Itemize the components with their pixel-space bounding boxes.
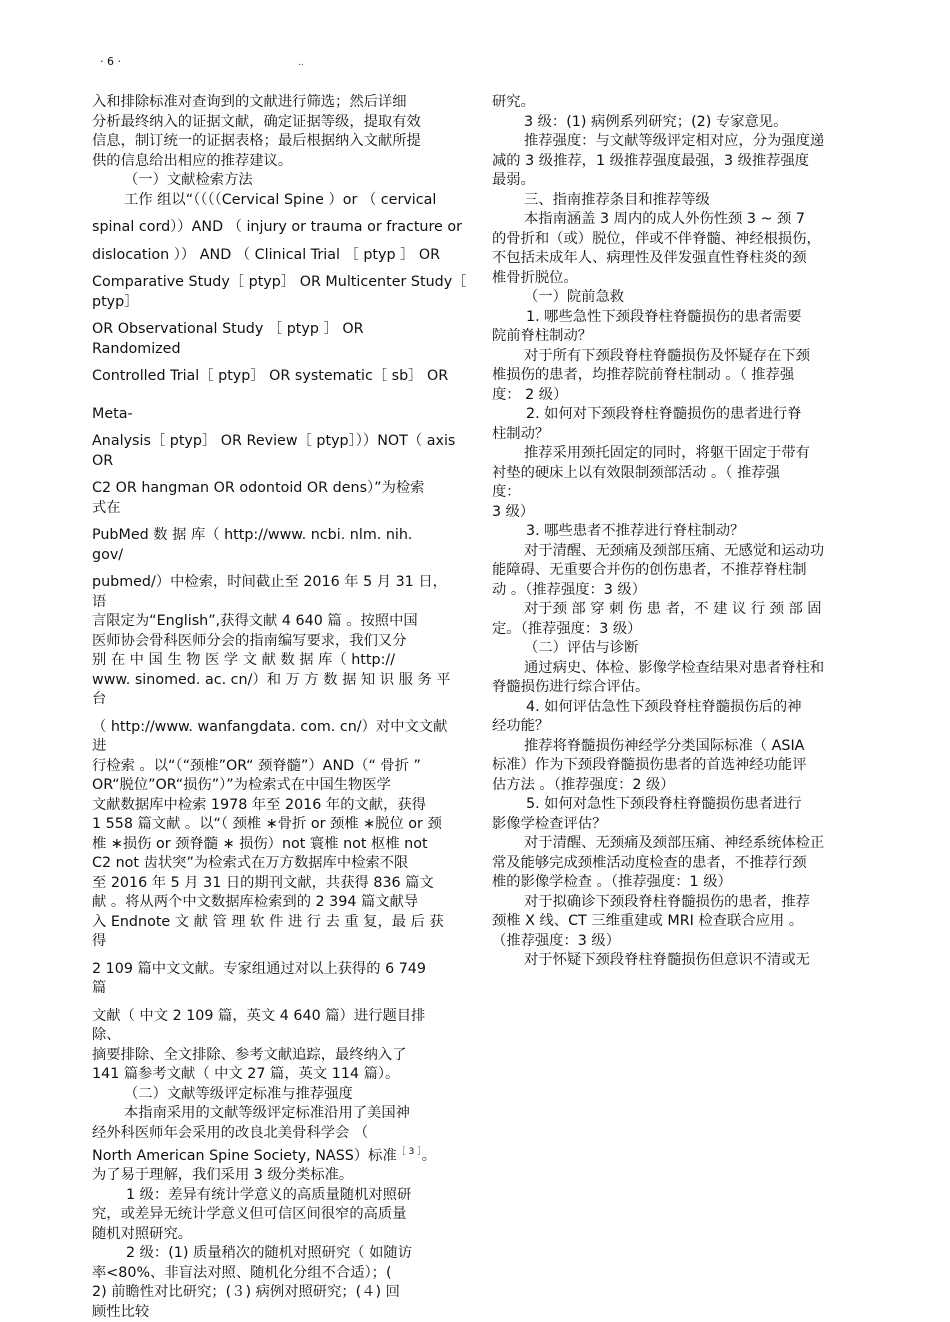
text-line: 医师协会骨科医师分会的指南编写要求，我们又分: [92, 632, 407, 649]
text-line: 行检索 。以“（“颈椎”OR“ 颈脊髓”）AND（“ 骨折 ”: [92, 757, 421, 774]
text-line: 椎损伤的患者，均推荐院前脊柱制动 。（ 推荐强: [492, 367, 795, 383]
text-line: 随机对照研究。: [92, 1225, 193, 1242]
text-line: 研究。: [492, 94, 535, 110]
text-line: 献 。将从两个中文数据库检索到的 2 394 篇文献导: [92, 894, 419, 910]
text-line: ptyp］: [92, 293, 139, 310]
text-line: 究，或差异无统计学意义但可信区间很窄的高质量: [92, 1206, 407, 1223]
text-line: 推荐强度：与文献等级评定相对应，分为强度递: [524, 133, 825, 149]
text-line: OR Observational Study ［ ptyp ］ OR: [92, 321, 364, 337]
question-line: 院前脊柱制动？: [492, 328, 593, 344]
text-line: OR“脱位”OR“损伤”）”为检索式在中国生物医学: [92, 777, 391, 793]
section-heading: 三、指南推荐条目和推荐等级: [524, 191, 710, 208]
text-fragment: North American Spine Society, NASS）标准: [92, 1147, 397, 1164]
question-line: 4. 如何评估急性下颈段脊柱脊髓损伤后的神: [526, 698, 802, 715]
text-line: 度：: [492, 484, 521, 500]
text-line: [92, 1143, 470, 1166]
text-line: 对于怀疑下颈段脊柱脊髓损伤但意识不清或无: [524, 952, 810, 968]
text-line: C2 OR hangman OR odontoid OR dens）”为检索: [92, 480, 425, 496]
text-line: 度： 2 级）: [492, 386, 568, 403]
text-line: 常及能够完成颈椎活动度检查的患者，不推荐行颈: [492, 854, 807, 871]
header-mark: ..: [298, 58, 304, 68]
text-line: 进: [92, 738, 107, 754]
text-line: 入 Endnote 文 献 管 理 软 件 进 行 去 重 复，最 后 获: [92, 913, 444, 930]
text-line: 顾性比较: [92, 1303, 150, 1320]
text-line: spinal cord））AND （ injury or trauma or fracture or: [92, 219, 463, 235]
text-line: 对于拟确诊下颈段脊柱脊髓损伤的患者，推荐: [524, 893, 810, 910]
text-line: Meta-: [92, 405, 133, 422]
text-line: C2 not 齿状突”为检索式在万方数据库中检索不限: [92, 855, 409, 871]
text-line: 本指南涵盖 3 周内的成人外伤性颈 3 ~ 颈 7: [524, 211, 805, 227]
text-line: PubMed 数 据 库（ http://www. ncbi. nlm. nih.: [92, 527, 413, 543]
text-line: 3 级）: [492, 503, 535, 520]
question-line: 3. 哪些患者不推荐进行脊柱制动？: [526, 523, 745, 539]
section-heading: （一）院前急救: [524, 289, 625, 305]
text-line: 不包括未成年人、病理性及伴发强直性脊柱炎的颈: [492, 250, 807, 266]
text-line: 减的 3 级推荐，1 级推荐强度最强，3 级推荐强度: [492, 152, 810, 169]
section-heading: （二）评估与诊断: [524, 640, 639, 656]
text-line: pubmed/）中检索，时间截止至 2016 年 5 月 31 日，: [92, 574, 447, 590]
text-line: dislocation ）） AND （ Clinical Trial ［ ptyp ］ OR: [92, 246, 441, 263]
citation-superscript: ［ 3 ］: [396, 1147, 422, 1157]
text-line: www. sinomed. ac. cn/）和 万 方 数 据 知 识 服 务 平: [92, 671, 451, 688]
text-line: 标准）作为下颈段脊髓损伤患者的首选神经功能评: [492, 757, 807, 773]
text-line: 率<80%、非盲法对照、随机化分组不合适）；(: [92, 1264, 392, 1281]
text-line: 摘要排除、全文排除、参考文献追踪，最终纳入了: [92, 1046, 407, 1063]
page-number: · 6 ·: [100, 55, 121, 68]
text-line: 文献（ 中文 2 109 篇，英文 4 640 篇）进行题目排: [92, 1007, 426, 1024]
text-line: 本指南采用的文献等级评定标准沿用了美国神: [124, 1105, 410, 1121]
text-line: 2) 前瞻性对比研究；(３) 病例对照研究；(４) 回: [92, 1284, 400, 1301]
text-line: 至 2016 年 5 月 31 日的期刊文献，共获得 836 篇文: [92, 874, 434, 891]
text-line: 得: [92, 933, 107, 949]
text-line: 估方法 。（推荐强度：2 级）: [492, 776, 675, 793]
question-line: 影像学检查评估？: [492, 815, 607, 832]
question-line: 2. 如何对下颈段脊柱脊髓损伤的患者进行脊: [526, 406, 802, 422]
text-line: 2 级：(1) 质量稍次的随机对照研究（ 如随访: [126, 1245, 413, 1262]
text-line: 对于所有下颈段脊柱脊髓损伤及怀疑存在下颈: [524, 347, 810, 364]
text-line: 台: [92, 691, 107, 707]
text-line: 文献数据库中检索 1978 年至 2016 年的文献，获得: [92, 796, 426, 813]
text-line: 3 级：(1) 病例系列研究；(2) 专家意见。: [524, 113, 788, 130]
question-line: 5. 如何对急性下颈段脊柱脊髓损伤患者进行: [526, 796, 802, 812]
text-line: 除、: [92, 1027, 121, 1043]
text-line: 式在: [92, 499, 121, 516]
text-line: 对于颈 部 穿 刺 伤 患 者，不 建 议 行 颈 部 固: [524, 601, 822, 617]
question-line: 1. 哪些急性下颈段脊柱脊髓损伤的患者需要: [526, 308, 802, 325]
text-line: 经外科医师年会采用的改良北美骨科学会 （: [92, 1124, 369, 1141]
text-line: 最弱。: [492, 172, 535, 188]
section-heading: （二）文献等级评定标准与推荐强度: [124, 1085, 353, 1102]
text-line: 衬垫的硬床上以有效限制颈部活动 。（ 推荐强: [492, 464, 780, 481]
text-line: （推荐强度：3 级）: [492, 932, 621, 949]
text-line: 定。（推荐强度：3 级）: [492, 620, 642, 637]
text-line: 为了易于理解，我们采用 3 级分类标准。: [92, 1167, 354, 1184]
text-line: 对于清醒、无颈痛及颈部压痛、神经系统体检正: [524, 835, 825, 851]
text-line: 推荐将脊髓损伤神经学分类国际标准（ ASIA: [524, 737, 805, 754]
text-line: gov/: [92, 546, 124, 563]
text-line: 语: [92, 593, 107, 610]
text-line: 言限定为“English”,获得文献 4 640 篇 。按照中国: [92, 613, 418, 629]
text-line: 通过病史、体检、影像学检查结果对患者脊柱和: [524, 659, 825, 676]
text-line: OR: [92, 452, 114, 469]
text-line: Randomized: [92, 340, 181, 357]
question-line: 经功能？: [492, 718, 550, 734]
text-line: 工作 组以“（（（（Cervical Spine ）or （ cervical: [124, 191, 437, 208]
text-line: Analysis［ ptyp］ OR Review［ ptyp］））NOT（ axis: [92, 433, 456, 449]
text-line: 1 558 篇文献 。以“（ 颈椎 ∗骨折 or 颈椎 ∗脱位 or 颈: [92, 816, 442, 832]
left-column: [92, 93, 470, 1322]
text-line: 供的信息给出相应的推荐建议。: [92, 152, 293, 169]
text-line: 分析最终纳入的证据文献，确定证据等级，提取有效: [92, 113, 421, 130]
text-line: 椎 ∗损伤 or 颈脊髓 ∗ 损伤）not 寰椎 not 枢椎 not: [92, 835, 428, 852]
question-line: 柱制动？: [492, 425, 550, 442]
text-line: Comparative Study［ ptyp］ OR Multicenter Study［: [92, 274, 467, 290]
text-line: 能障碍、无重要合并伤的创伤患者，不推荐脊柱制: [492, 562, 807, 578]
text-line: 入和排除标准对查询到的文献进行筛选；然后详细: [92, 94, 407, 110]
right-column: [492, 93, 864, 971]
text-line: 推荐采用颈托固定的同时，将躯干固定于带有: [524, 445, 810, 461]
text-line: 椎的影像学检查 。（推荐强度：1 级）: [492, 874, 732, 890]
text-line: 脊髓损伤进行综合评估。: [492, 679, 650, 695]
text-fragment: 。: [421, 1147, 437, 1164]
section-heading: （一）文献检索方法: [124, 172, 253, 188]
text-line: 椎骨折脱位。: [492, 269, 578, 286]
text-line: （ http://www. wanfangdata. com. cn/）对中文文献: [92, 718, 448, 735]
text-line: 动 。（推荐强度：3 级）: [492, 581, 647, 598]
text-line: 2 109 篇中文文献。专家组通过对以上获得的 6 749: [92, 960, 426, 977]
text-line: 篇: [92, 980, 107, 996]
text-line: 别 在 中 国 生 物 医 学 文 献 数 据 库（ http://: [92, 652, 396, 668]
text-line: Controlled Trial［ ptyp］ OR systematic［ sb］ OR: [92, 368, 449, 384]
text-line: 的骨折和（或）脱位，伴或不伴脊髓、神经根损伤，: [492, 230, 821, 247]
text-line: 对于清醒、无颈痛及颈部压痛、无感觉和运动功: [524, 542, 825, 559]
text-line: 信息，制订统一的证据表格；最后根据纳入文献所提: [92, 133, 421, 149]
text-line: 141 篇参考文献（ 中文 27 篇，英文 114 篇）。: [92, 1066, 400, 1082]
text-line: 1 级：差异有统计学意义的高质量随机对照研: [126, 1186, 412, 1203]
text-line: 颈椎 X 线、CT 三维重建或 MRI 检查联合应用 。: [492, 913, 804, 929]
